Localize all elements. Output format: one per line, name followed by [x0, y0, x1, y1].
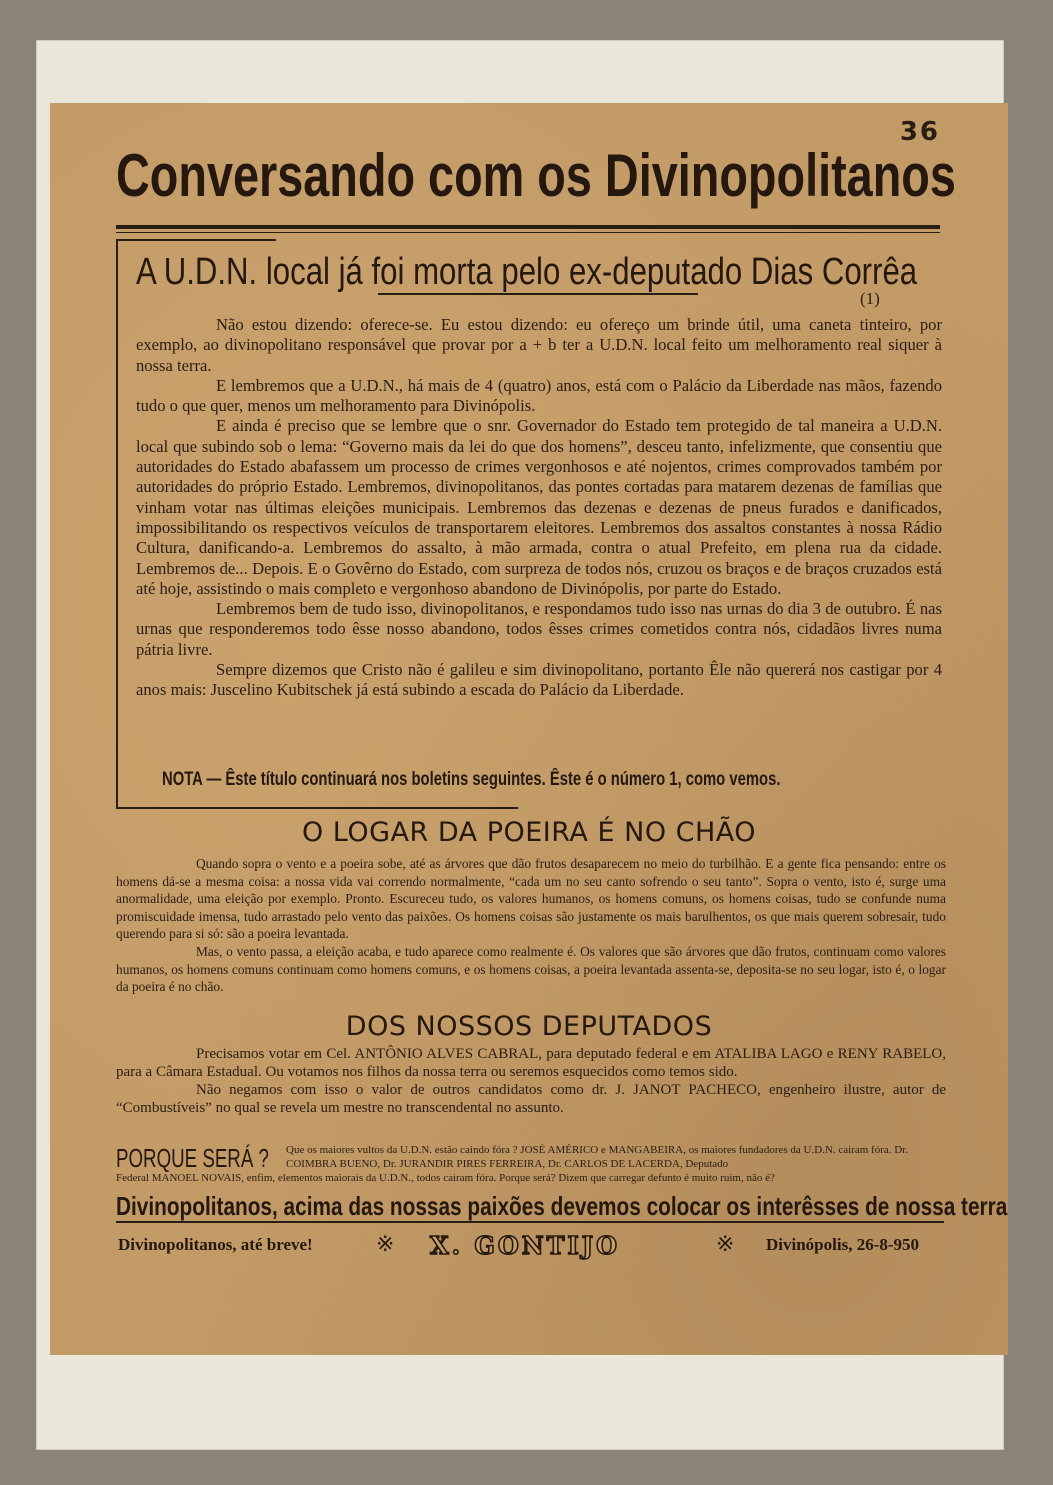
place-date: Divinópolis, 26-8-950 — [766, 1235, 920, 1254]
paragraph: Quando sopra o vento e a poeira sobe, até as árvores que dão frutos desaparecem no meio do turbilhão. E a gente fica pensando: entre os homens dá-se a mesma coisa: a nossa vida vai correndo normalmente, “cada um no seu canto sofrendo o seu tanto”. Sopra o vento, isto é, surge uma anormalidade, uma eleição por exemplo. Pronto. Escureceu tudo, os valores humanos, os homens comuns, os homens coisas, tudo se confunde numa promiscuidade imensa, tudo arrastado pelo vento das paixões. Os homens coisas são justamente os mais barulhentos, os que mais querem sobresair, tudo querendo para si só: são a poeira levantada. — [116, 856, 946, 942]
paragraph: Não estou dizendo: oferece-se. Eu estou dizendo: eu ofereço um brinde útil, uma caneta tinteiro, por exemplo, ao divinopolitano responsável que provar por a + b ter a U.D.N. local feito um melhoramento real siquer à nossa terra. — [136, 315, 942, 375]
deputados-body — [116, 1045, 946, 1117]
ornament-icon: ※ — [716, 1231, 735, 1256]
motto-underline — [116, 1221, 944, 1223]
paragraph: Não negamos com isso o valor de outros candidatos como dr. J. JANOT PACHECO, engenheiro ilustre, autor de “Combustíveis” no qual se revela um mestre no transcendental no assunto. — [116, 1082, 946, 1116]
article-frame-bottom — [116, 807, 518, 809]
paragraph: E ainda é preciso que se lembre que o snr. Governador do Estado tem protegido de tal maneira a U.D.N. local que subindo sob o lema: “Governo mais da lei do que dos homens”, desceu tanto, infelizmente, que consentiu que autoridades do Estado abafassem um processo de crimes vergonhosos e até nojentos, crimes comprovados também por autoridades do próprio Estado. Lembremos, divinopolitanos, das pontes cortadas para matarem dezenas de famílias que vinham votar nas últimas eleições municipais. Lembremos das dezenas e dezenas de pneus furados e danificados, impossibilitando os respectivos veículos de transportarem eleitores. Lembremos dos assaltos constantes à nossa Rádio Cultura, danificando-a. Lembremos do assalto, à mão armada, contra o atual Prefeito, em plena rua da cidade. Lembremos de... Depois. E o Govêrno do Estado, com surpreza de todos nós, cruzou os braços e de braços cruzados está até hoje, assistindo o mais completo e vergonhoso abandono de Divinópolis, por parte do Estado. — [136, 416, 942, 598]
paragraph: Precisamos votar em Cel. ANTÔNIO ALVES CABRAL, para deputado federal e em ATALIBA LAGO e RENY RABELO, para a Câmara Estadual. Ou votamos nos filhos da nossa terra ou seremos esquecidos como temos sido. — [116, 1046, 946, 1080]
paragraph: Mas, o vento passa, a eleição acaba, e tudo aparece como realmente é. Os valores que são árvores que dão frutos, continuam como valores humanos, os homens comuns continuam como homens comuns, e os homens coisas, a poeira levantada assenta-se, deposita-se no seu logar, isto é, o logar da poeira é no chão. — [116, 943, 946, 995]
paragraph: Lembremos bem de tudo isso, divinopolitanos, e respondamos tudo isso nas urnas do dia 3 de outubro. É nas urnas que responderemos todo êsse nosso abandono, todos êsses crimes cometidos contra nós, cidadãos livres numa pátria livre. — [136, 599, 942, 659]
article-body — [136, 315, 942, 701]
poeira-body — [116, 855, 946, 996]
footnote-marker: (1) — [860, 289, 880, 308]
closing-greeting: Divinopolitanos, até breve! — [118, 1235, 313, 1254]
porque-text-continued: Federal MANOEL NOVAIS, enfim, elementos maiorais da U.D.N., todos cairam fóra. Porque será? Dizem que carregar defunto é muito ruim, não é? — [116, 1172, 775, 1184]
heading-underline — [378, 293, 698, 295]
leaflet-title: Conversando com os Divinopolitanos — [116, 142, 956, 209]
porque-label: PORQUE SERÁ ? — [116, 1143, 269, 1173]
signature-name: X. GONTIJO — [430, 1231, 621, 1260]
title-rule-thin — [116, 232, 940, 233]
page-number: 36 — [899, 117, 940, 147]
poeira-heading: O LOGAR DA POEIRA É NO CHÃO — [301, 817, 757, 848]
ornament-icon: ※ — [376, 1231, 395, 1256]
article-frame-top — [116, 239, 276, 241]
porque-text: Que os maiores vultos da U.D.N. estão caindo fóra ? JOSÉ AMÉRICO e MANGABEIRA, os maiores fundadores da U.D.N. cairam fóra. Dr. COIMBRA BUENO, Dr. JURANDIR PIRES FERREIRA, Dr. CARLOS DE LACERDA, Deputado — [286, 1144, 908, 1170]
article-note: NOTA — Êste título continuará nos boletins seguintes. Êste é o número 1, como vemos. — [162, 769, 781, 790]
article-heading: A U.D.N. local já foi morta pelo ex-deputado Dias Corrêa — [136, 251, 918, 293]
paragraph: E lembremos que a U.D.N., há mais de 4 (quatro) anos, está com o Palácio da Liberdade nas mãos, fazendo tudo o que quer, menos um melhoramento para Divinópolis. — [136, 375, 942, 416]
paragraph: Sempre dizemos que Cristo não é galileu e sim divinopolitano, portanto Êle não quererá nos castigar por 4 anos mais: Juscelino Kubitschek já está subindo a escada do Palácio da Liberdade. — [136, 660, 942, 700]
leaflet-sheet — [50, 103, 1008, 1355]
deputados-heading: DOS NOSSOS DEPUTADOS — [345, 1011, 713, 1042]
motto: Divinopolitanos, acima das nossas paixões devemos colocar os interêsses de nossa terra — [116, 1191, 1008, 1221]
title-rule — [116, 225, 940, 229]
